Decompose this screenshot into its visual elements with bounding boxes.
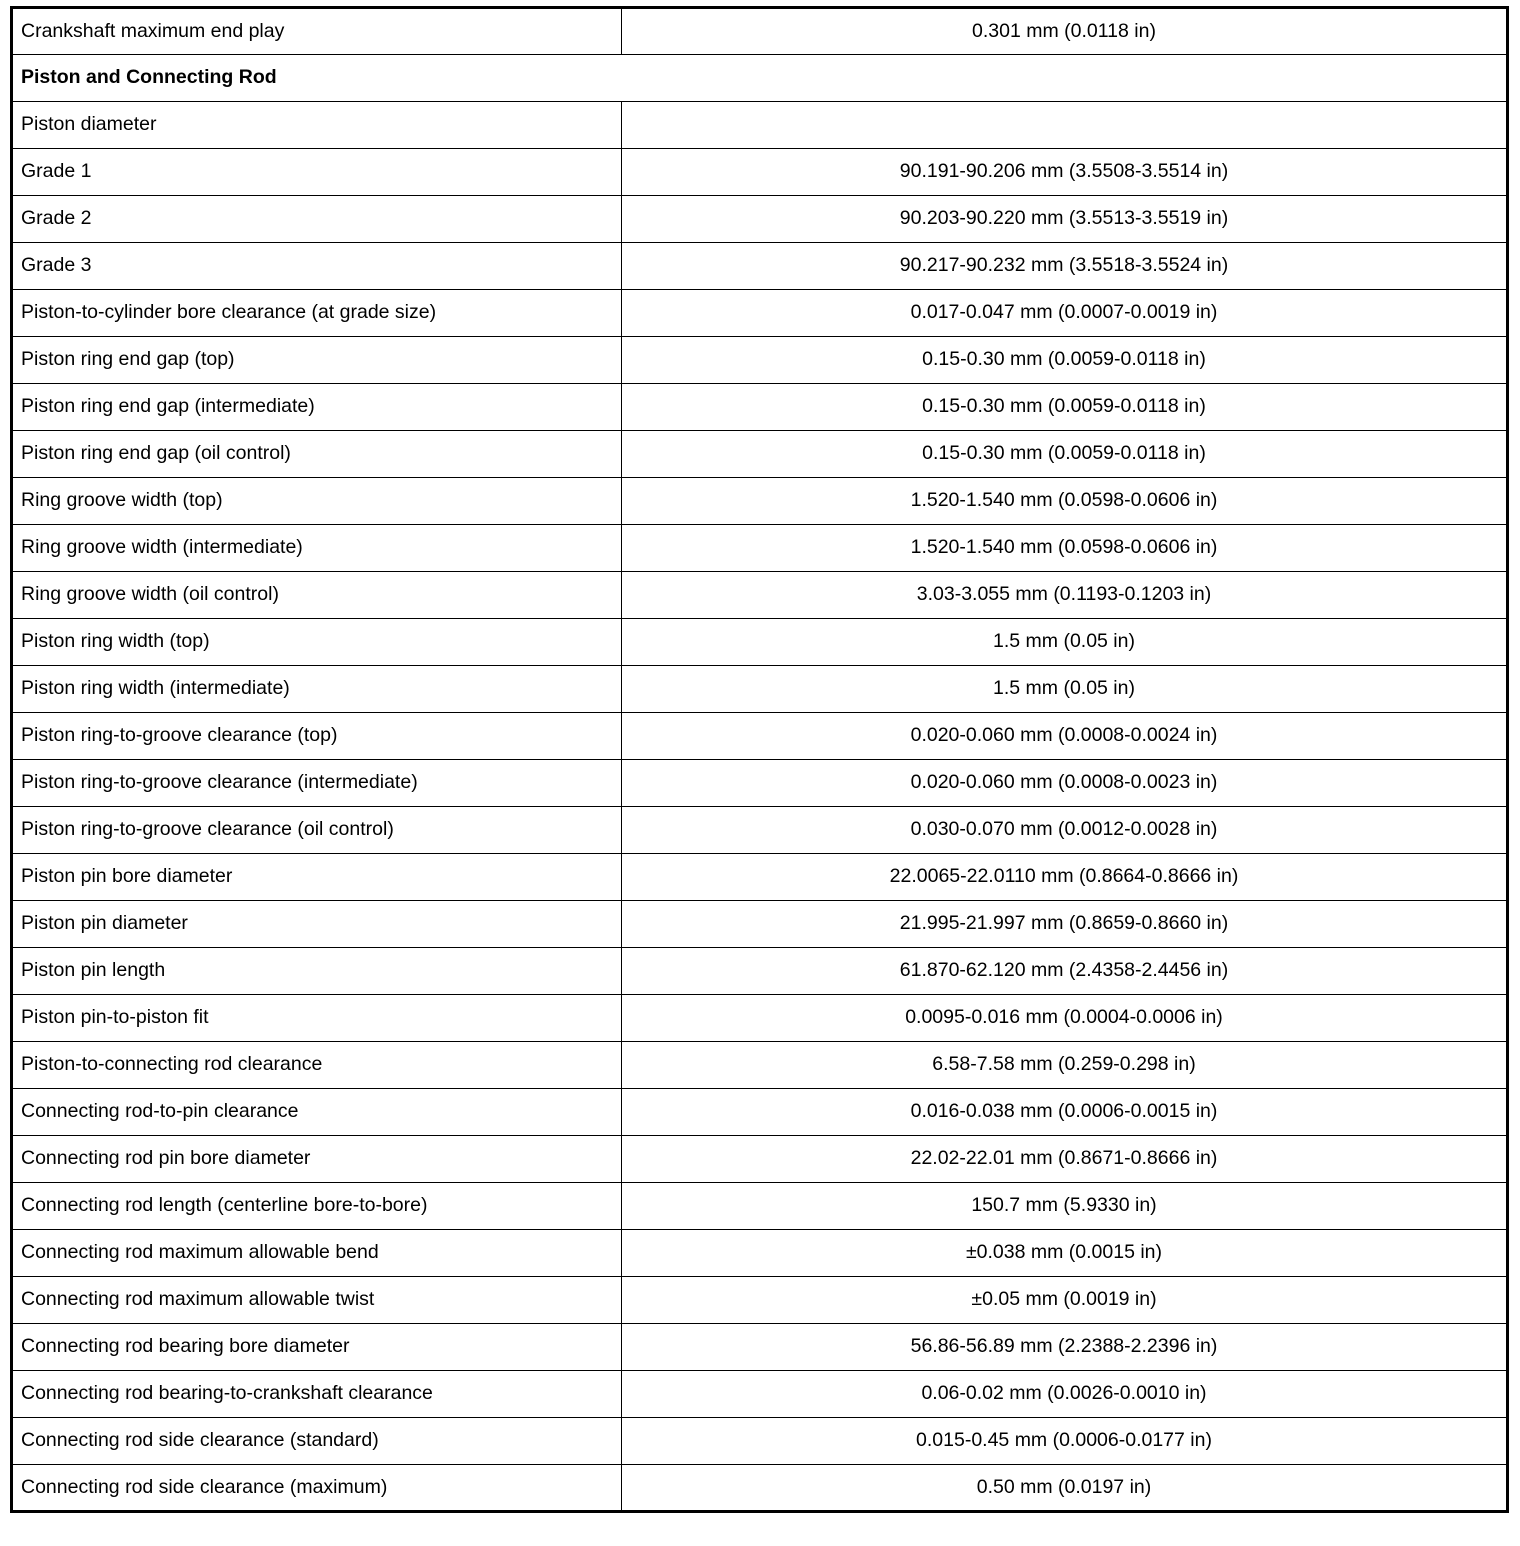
spec-value-cell: 0.020-0.060 mm (0.0008-0.0023 in) [622,760,1508,807]
spec-value-cell: 0.06-0.02 mm (0.0026-0.0010 in) [622,1371,1508,1418]
table-row [12,948,1508,995]
spec-label-cell: Ring groove width (intermediate) [12,525,622,572]
spec-label-cell: Ring groove width (top) [12,478,622,525]
spec-label-cell: Piston ring-to-groove clearance (oil control) [12,807,622,854]
table-row [12,760,1508,807]
spec-value-cell: 3.03-3.055 mm (0.1193-0.1203 in) [622,572,1508,619]
spec-value-cell: 0.15-0.30 mm (0.0059-0.0118 in) [622,431,1508,478]
table-row [12,619,1508,666]
spec-value-cell: 0.301 mm (0.0118 in) [622,8,1508,55]
spec-label-cell: Connecting rod-to-pin clearance [12,1089,622,1136]
spec-value-cell [622,102,1508,149]
table-row [12,525,1508,572]
spec-label-cell: Connecting rod maximum allowable twist [12,1277,622,1324]
table-row [12,1230,1508,1277]
table-row [12,478,1508,525]
spec-value-cell: 0.0095-0.016 mm (0.0004-0.0006 in) [622,995,1508,1042]
spec-value-cell: 22.0065-22.0110 mm (0.8664-0.8666 in) [622,854,1508,901]
spec-value-cell: 1.5 mm (0.05 in) [622,666,1508,713]
spec-value-cell: 0.15-0.30 mm (0.0059-0.0118 in) [622,337,1508,384]
spec-label-cell: Crankshaft maximum end play [12,8,622,55]
table-row [12,243,1508,290]
table-row [12,149,1508,196]
spec-label-cell: Piston pin bore diameter [12,854,622,901]
section-header-label: Piston and Connecting Rod [12,55,1508,102]
table-row [12,1371,1508,1418]
table-row [12,1136,1508,1183]
spec-label-cell: Connecting rod length (centerline bore-to-bore) [12,1183,622,1230]
spec-value-cell: 21.995-21.997 mm (0.8659-0.8660 in) [622,901,1508,948]
table-row [12,807,1508,854]
spec-label-cell: Piston ring end gap (oil control) [12,431,622,478]
spec-label-cell: Grade 2 [12,196,622,243]
spec-value-cell: 1.520-1.540 mm (0.0598-0.0606 in) [622,525,1508,572]
spec-label-cell: Grade 1 [12,149,622,196]
table-row [12,1277,1508,1324]
spec-label-cell: Piston pin length [12,948,622,995]
spec-value-cell: 90.217-90.232 mm (3.5518-3.5524 in) [622,243,1508,290]
table-row [12,196,1508,243]
spec-value-cell: 0.020-0.060 mm (0.0008-0.0024 in) [622,713,1508,760]
spec-label-cell: Connecting rod bearing bore diameter [12,1324,622,1371]
spec-value-cell: 6.58-7.58 mm (0.259-0.298 in) [622,1042,1508,1089]
table-row [12,854,1508,901]
spec-value-cell: 0.017-0.047 mm (0.0007-0.0019 in) [622,290,1508,337]
table-row [12,384,1508,431]
table-row [12,1042,1508,1089]
table-row [12,431,1508,478]
spec-value-cell: 1.5 mm (0.05 in) [622,619,1508,666]
spec-value-cell: 0.030-0.070 mm (0.0012-0.0028 in) [622,807,1508,854]
table-row [12,1089,1508,1136]
spec-value-cell: 22.02-22.01 mm (0.8671-0.8666 in) [622,1136,1508,1183]
spec-label-cell: Piston ring-to-groove clearance (intermediate) [12,760,622,807]
spec-value-cell: 56.86-56.89 mm (2.2388-2.2396 in) [622,1324,1508,1371]
table-row [12,1465,1508,1512]
spec-label-cell: Grade 3 [12,243,622,290]
spec-value-cell: 90.203-90.220 mm (3.5513-3.5519 in) [622,196,1508,243]
spec-label-cell: Piston ring width (intermediate) [12,666,622,713]
table-row [12,1324,1508,1371]
spec-value-cell: 0.50 mm (0.0197 in) [622,1465,1508,1512]
table-row [12,1418,1508,1465]
specification-table [10,6,1509,1513]
spec-label-cell: Connecting rod maximum allowable bend [12,1230,622,1277]
table-row [12,102,1508,149]
spec-value-cell: 1.520-1.540 mm (0.0598-0.0606 in) [622,478,1508,525]
spec-label-cell: Piston ring end gap (top) [12,337,622,384]
table-row [12,572,1508,619]
table-row [12,713,1508,760]
spec-label-cell: Piston diameter [12,102,622,149]
section-header-row [12,55,1508,102]
table-row [12,1183,1508,1230]
table-row [12,995,1508,1042]
spec-value-cell: ±0.05 mm (0.0019 in) [622,1277,1508,1324]
spec-label-cell: Piston pin-to-piston fit [12,995,622,1042]
spec-label-cell: Connecting rod bearing-to-crankshaft clearance [12,1371,622,1418]
spec-label-cell: Connecting rod side clearance (standard) [12,1418,622,1465]
spec-value-cell: 0.015-0.45 mm (0.0006-0.0177 in) [622,1418,1508,1465]
spec-value-cell: 150.7 mm (5.9330 in) [622,1183,1508,1230]
table-row [12,337,1508,384]
spec-label-cell: Piston ring width (top) [12,619,622,666]
spec-label-cell: Ring groove width (oil control) [12,572,622,619]
table-row [12,290,1508,337]
spec-value-cell: 0.15-0.30 mm (0.0059-0.0118 in) [622,384,1508,431]
spec-label-cell: Piston ring-to-groove clearance (top) [12,713,622,760]
spec-label-cell: Piston ring end gap (intermediate) [12,384,622,431]
table-row [12,666,1508,713]
spec-value-cell: 0.016-0.038 mm (0.0006-0.0015 in) [622,1089,1508,1136]
table-row [12,901,1508,948]
spec-label-cell: Connecting rod pin bore diameter [12,1136,622,1183]
spec-label-cell: Piston pin diameter [12,901,622,948]
spec-value-cell: ±0.038 mm (0.0015 in) [622,1230,1508,1277]
table-row [12,8,1508,55]
specification-table-body [12,8,1508,1512]
spec-label-cell: Connecting rod side clearance (maximum) [12,1465,622,1512]
spec-label-cell: Piston-to-connecting rod clearance [12,1042,622,1089]
spec-value-cell: 61.870-62.120 mm (2.4358-2.4456 in) [622,948,1508,995]
spec-value-cell: 90.191-90.206 mm (3.5508-3.5514 in) [622,149,1508,196]
spec-label-cell: Piston-to-cylinder bore clearance (at grade size) [12,290,622,337]
